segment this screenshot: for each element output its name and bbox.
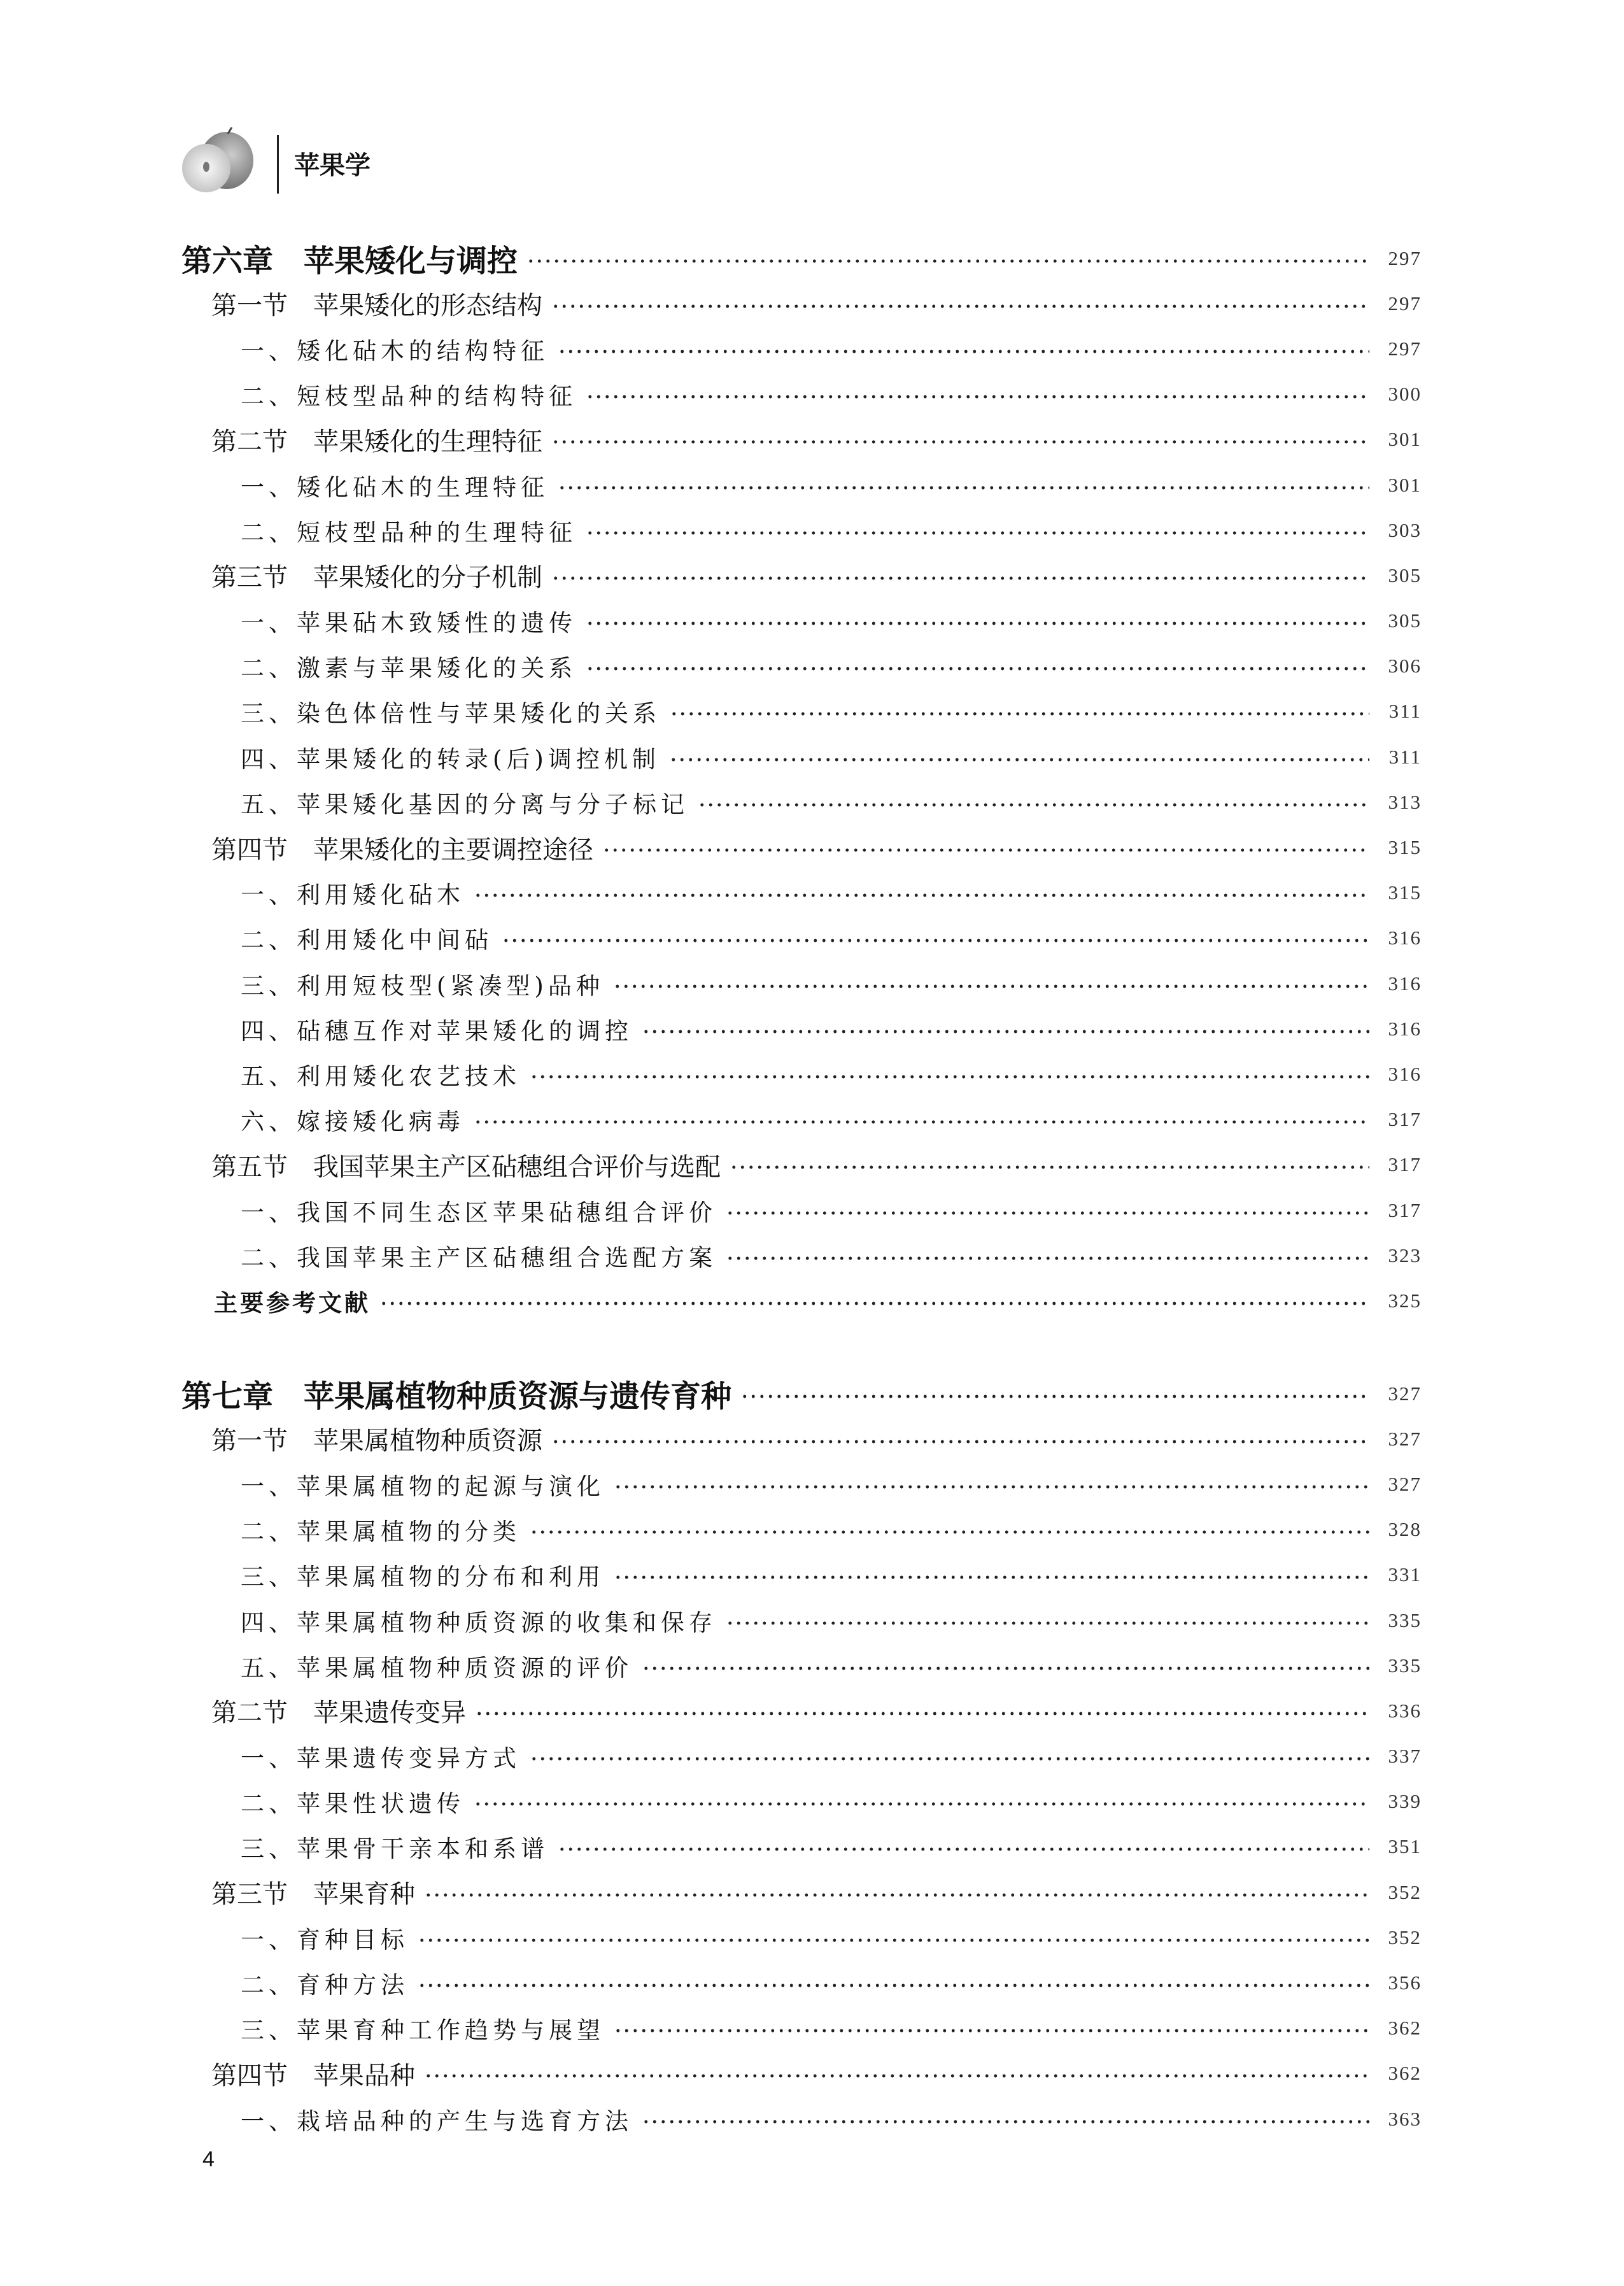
header-divider bbox=[277, 135, 279, 194]
dot-leader bbox=[642, 2120, 1369, 2124]
toc-entry-title: 第五节 我国苹果主产区砧穗组合评价与选配 bbox=[211, 1152, 721, 1182]
toc-entry-title: 第七章 苹果属植物种质资源与遗传育种 bbox=[181, 1379, 732, 1415]
toc-entry-title: 一、苹果遗传变异方式 bbox=[241, 1745, 521, 1773]
toc-entry-section[interactable] bbox=[181, 1142, 1422, 1188]
toc-entry-page: 297 bbox=[1388, 292, 1422, 315]
toc-entry-item[interactable] bbox=[181, 1824, 1422, 1870]
toc-entry-title: 三、利用短枝型(紧凑型)品种 bbox=[241, 972, 604, 1000]
toc-entry-page: 301 bbox=[1388, 473, 1422, 496]
toc-entry-title: 第一节 苹果属植物种质资源 bbox=[211, 1426, 542, 1456]
dot-leader bbox=[424, 2074, 1369, 2078]
dot-leader bbox=[551, 1440, 1369, 1444]
dot-leader bbox=[379, 1302, 1369, 1305]
book-title: 苹果学 bbox=[294, 151, 371, 180]
toc-entry-section[interactable] bbox=[181, 1416, 1422, 1461]
toc-entry-title: 第一节 苹果矮化的形态结构 bbox=[211, 291, 542, 321]
dot-leader bbox=[530, 1757, 1369, 1761]
toc-entry-item[interactable] bbox=[181, 1960, 1422, 2005]
dot-leader bbox=[586, 531, 1369, 535]
toc-entry-title: 四、苹果属植物种质资源的收集和保存 bbox=[241, 1608, 717, 1636]
toc-entry-title: 一、矮化砧木的生理特征 bbox=[241, 473, 549, 501]
toc-entry-page: 301 bbox=[1388, 428, 1422, 451]
toc-entry-title: 一、育种目标 bbox=[241, 1926, 409, 1954]
toc-entry-title: 第四节 苹果品种 bbox=[211, 2061, 415, 2091]
toc-entry-item[interactable] bbox=[181, 644, 1422, 689]
toc-entry-item[interactable] bbox=[181, 462, 1422, 508]
toc-entry-title: 二、激素与苹果矮化的关系 bbox=[241, 655, 577, 683]
toc-entry-title: 第六章 苹果矮化与调控 bbox=[181, 243, 518, 280]
dot-leader bbox=[418, 1938, 1369, 1942]
toc-entry-section[interactable] bbox=[181, 417, 1422, 462]
toc-entry-page: 327 bbox=[1388, 1472, 1422, 1495]
toc-entry-item[interactable] bbox=[181, 1552, 1422, 1598]
toc-entry-section[interactable] bbox=[181, 825, 1422, 870]
toc-entry-page: 306 bbox=[1388, 655, 1422, 678]
dot-leader bbox=[614, 1485, 1369, 1489]
toc-entry-title: 一、利用矮化砧木 bbox=[241, 881, 465, 909]
dot-leader bbox=[586, 395, 1369, 399]
toc-entry-section[interactable] bbox=[181, 553, 1422, 598]
toc-entry-page: 362 bbox=[1388, 2017, 1422, 2040]
toc-entry-page: 352 bbox=[1388, 1880, 1422, 1903]
toc-entry-title: 主要参考文献 bbox=[214, 1288, 371, 1317]
dot-leader bbox=[424, 1893, 1369, 1897]
dot-leader bbox=[614, 2029, 1369, 2033]
dot-leader bbox=[614, 1575, 1369, 1579]
toc-entry-title: 一、我国不同生态区苹果砧穗组合评价 bbox=[241, 1198, 717, 1226]
toc-entry-title: 二、苹果性状遗传 bbox=[241, 1790, 465, 1818]
toc-entry-title: 第三节 苹果育种 bbox=[211, 1880, 415, 1910]
toc-entry-page: 311 bbox=[1388, 745, 1422, 768]
dot-leader bbox=[551, 576, 1369, 580]
dot-leader bbox=[586, 667, 1369, 671]
toc-entry-title: 三、染色体倍性与苹果矮化的关系 bbox=[241, 700, 661, 728]
toc-entry-page: 327 bbox=[1388, 1382, 1422, 1405]
dot-leader bbox=[642, 1030, 1369, 1033]
toc-entry-title: 四、砧穗互作对苹果矮化的调控 bbox=[241, 1017, 633, 1045]
dot-leader bbox=[530, 1075, 1369, 1079]
toc-entry-chapter[interactable] bbox=[181, 1371, 1422, 1416]
toc-entry-page: 316 bbox=[1388, 926, 1422, 949]
toc-entry-title: 五、苹果属植物种质资源的评价 bbox=[241, 1654, 633, 1682]
toc-entry-page: 328 bbox=[1388, 1518, 1422, 1541]
toc-chapter-6 bbox=[181, 236, 1422, 1324]
apple-logo-icon bbox=[176, 127, 258, 194]
dot-leader bbox=[474, 1120, 1369, 1124]
toc-entry-item[interactable] bbox=[181, 326, 1422, 371]
toc-entry-title: 三、苹果育种工作趋势与展望 bbox=[241, 2017, 605, 2045]
toc-entry-section[interactable] bbox=[181, 1870, 1422, 1915]
toc-entry-chapter[interactable] bbox=[181, 236, 1422, 281]
toc-entry-section[interactable] bbox=[181, 1688, 1422, 1733]
dot-leader bbox=[670, 712, 1369, 716]
toc-entry-page: 313 bbox=[1388, 790, 1422, 813]
dot-leader bbox=[551, 440, 1369, 444]
dot-leader bbox=[602, 848, 1369, 852]
toc-entry-item[interactable] bbox=[181, 1097, 1422, 1142]
toc-entry-page: 335 bbox=[1388, 1654, 1422, 1677]
toc-entry-item[interactable] bbox=[181, 961, 1422, 1006]
toc-entry-title: 五、苹果矮化基因的分离与分子标记 bbox=[241, 790, 689, 818]
dot-leader bbox=[558, 350, 1369, 353]
toc-entry-title: 四、苹果矮化的转录(后)调控机制 bbox=[241, 745, 660, 773]
toc-entry-title: 二、育种方法 bbox=[241, 1971, 409, 1999]
toc-entry-item[interactable] bbox=[181, 1188, 1422, 1233]
toc-entry-title: 第三节 苹果矮化的分子机制 bbox=[211, 563, 542, 593]
toc-entry-item[interactable] bbox=[181, 1643, 1422, 1688]
toc-entry-page: 311 bbox=[1388, 700, 1422, 723]
toc-entry-page: 315 bbox=[1388, 836, 1422, 859]
dot-leader bbox=[586, 621, 1369, 625]
toc-entry-item[interactable] bbox=[181, 1006, 1422, 1051]
toc-entry-section[interactable] bbox=[181, 281, 1422, 326]
toc-entry-item[interactable] bbox=[181, 1051, 1422, 1097]
dot-leader bbox=[730, 1165, 1369, 1169]
toc-entry-page: 305 bbox=[1388, 609, 1422, 632]
toc-entry-page: 327 bbox=[1388, 1427, 1422, 1450]
toc-entry-page: 315 bbox=[1388, 881, 1422, 904]
dot-leader bbox=[558, 1847, 1369, 1851]
toc-entry-page: 363 bbox=[1388, 2107, 1422, 2130]
toc-entry-item[interactable] bbox=[181, 372, 1422, 417]
toc-entry-item[interactable] bbox=[181, 870, 1422, 916]
toc-entry-title: 一、栽培品种的产生与选育方法 bbox=[241, 2107, 633, 2135]
toc-entry-page: 316 bbox=[1388, 1017, 1422, 1040]
toc-entry-title: 第四节 苹果矮化的主要调控途径 bbox=[211, 835, 593, 865]
toc-entry-page: 331 bbox=[1388, 1563, 1422, 1586]
dot-leader bbox=[526, 259, 1369, 263]
toc-chapter-7 bbox=[181, 1371, 1422, 2141]
toc-entry-page: 337 bbox=[1388, 1745, 1422, 1768]
toc-entry-page: 316 bbox=[1388, 1062, 1422, 1085]
toc-entry-page: 316 bbox=[1388, 972, 1422, 995]
dot-leader bbox=[418, 1984, 1369, 1987]
toc-entry-page: 297 bbox=[1388, 337, 1422, 360]
toc-entry-item[interactable] bbox=[181, 599, 1422, 644]
toc-entry-title: 三、苹果骨干亲本和系谱 bbox=[241, 1835, 549, 1863]
toc-entry-title: 第二节 苹果遗传变异 bbox=[211, 1698, 466, 1728]
toc-entry-title: 二、短枝型品种的生理特征 bbox=[241, 518, 577, 546]
toc-entry-ref[interactable] bbox=[181, 1278, 1422, 1323]
dot-leader bbox=[474, 893, 1369, 897]
dot-leader bbox=[698, 803, 1369, 807]
toc-entry-title: 一、苹果砧木致矮性的遗传 bbox=[241, 609, 577, 637]
toc-entry-title: 二、利用矮化中间砧 bbox=[241, 926, 493, 955]
dot-leader bbox=[474, 1802, 1369, 1806]
toc-entry-item[interactable] bbox=[181, 916, 1422, 961]
toc-entry-item[interactable] bbox=[181, 508, 1422, 553]
toc-entry-item[interactable] bbox=[181, 1915, 1422, 1960]
toc-entry-page: 300 bbox=[1388, 383, 1422, 406]
dot-leader bbox=[669, 758, 1369, 762]
dot-leader bbox=[642, 1666, 1369, 1670]
toc-entry-page: 297 bbox=[1388, 246, 1422, 269]
toc-entry-page: 336 bbox=[1388, 1699, 1422, 1722]
toc-entry-page: 335 bbox=[1388, 1608, 1422, 1631]
dot-leader bbox=[613, 984, 1369, 988]
dot-leader bbox=[551, 304, 1369, 308]
toc-entry-title: 一、苹果属植物的起源与演化 bbox=[241, 1472, 605, 1500]
toc-entry-page: 303 bbox=[1388, 518, 1422, 541]
toc-entry-page: 356 bbox=[1388, 1971, 1422, 1994]
toc-entry-page: 323 bbox=[1388, 1244, 1422, 1267]
toc-entry-title: 一、矮化砧木的结构特征 bbox=[241, 337, 549, 365]
dot-leader bbox=[726, 1256, 1369, 1260]
toc-entry-page: 362 bbox=[1388, 2062, 1422, 2085]
page-number: 4 bbox=[202, 2147, 215, 2171]
toc-entry-item[interactable] bbox=[181, 779, 1422, 825]
toc-entry-item[interactable] bbox=[181, 734, 1422, 779]
toc-entry-title: 二、短枝型品种的结构特征 bbox=[241, 383, 577, 411]
dot-leader bbox=[475, 1712, 1369, 1715]
toc-entry-item[interactable] bbox=[181, 689, 1422, 734]
dot-leader bbox=[740, 1395, 1369, 1398]
toc-entry-page: 352 bbox=[1388, 1926, 1422, 1949]
toc-entry-item[interactable] bbox=[181, 1734, 1422, 1779]
dot-leader bbox=[726, 1621, 1369, 1625]
toc-entry-title: 二、苹果属植物的分类 bbox=[241, 1518, 521, 1546]
toc-entry-page: 351 bbox=[1388, 1835, 1422, 1858]
dot-leader bbox=[726, 1211, 1369, 1215]
toc-entry-title: 三、苹果属植物的分布和利用 bbox=[241, 1563, 605, 1591]
toc-entry-item[interactable] bbox=[181, 1233, 1422, 1278]
toc-entry-page: 317 bbox=[1388, 1198, 1422, 1221]
toc-entry-item[interactable] bbox=[181, 1779, 1422, 1824]
toc-entry-page: 317 bbox=[1388, 1108, 1422, 1131]
toc-entry-item[interactable] bbox=[181, 1507, 1422, 1552]
toc-entry-title: 六、嫁接矮化病毒 bbox=[241, 1108, 465, 1136]
dot-leader bbox=[502, 939, 1369, 942]
toc-entry-page: 317 bbox=[1388, 1153, 1422, 1176]
toc-entry-title: 五、利用矮化农艺技术 bbox=[241, 1062, 521, 1090]
toc-entry-item[interactable] bbox=[181, 2096, 1422, 2141]
dot-leader bbox=[530, 1530, 1369, 1534]
toc-entry-title: 二、我国苹果主产区砧穗组合选配方案 bbox=[241, 1244, 717, 1272]
toc-entry-page: 325 bbox=[1388, 1289, 1422, 1312]
toc-entry-section[interactable] bbox=[181, 2051, 1422, 2096]
dot-leader bbox=[558, 486, 1369, 490]
toc-entry-page: 305 bbox=[1388, 564, 1422, 586]
toc-entry-item[interactable] bbox=[181, 2006, 1422, 2051]
toc-entry-item[interactable] bbox=[181, 1598, 1422, 1643]
toc-entry-item[interactable] bbox=[181, 1461, 1422, 1507]
toc-entry-page: 339 bbox=[1388, 1790, 1422, 1813]
toc-entry-title: 第二节 苹果矮化的生理特征 bbox=[211, 427, 542, 457]
